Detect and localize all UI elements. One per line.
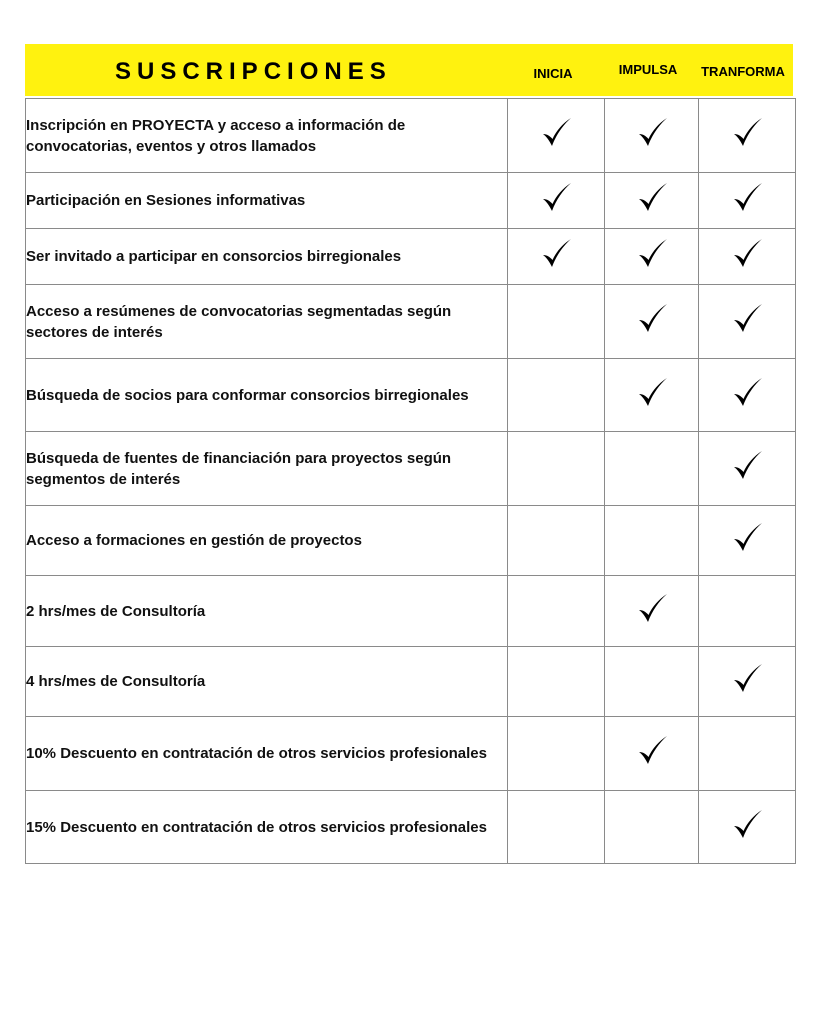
feature-row: [26, 99, 796, 173]
plan-cell-impulsa: [605, 432, 699, 506]
checkmark-icon: [730, 237, 764, 271]
feature-row: [26, 173, 796, 229]
plan-cell-tranforma: [699, 99, 796, 173]
feature-label: Participación en Sesiones informativas: [26, 173, 508, 229]
feature-row: [26, 576, 796, 647]
plan-cell-impulsa: [605, 285, 699, 359]
feature-row: [26, 791, 796, 864]
checkmark-icon: [730, 662, 764, 696]
plan-cell-impulsa: [605, 717, 699, 791]
feature-label: 4 hrs/mes de Consultoría: [26, 647, 508, 717]
checkmark-icon: [635, 592, 669, 626]
plan-cell-tranforma: [699, 432, 796, 506]
plan-cell-inicia: [508, 717, 605, 791]
plan-cell-tranforma: [699, 791, 796, 864]
plan-header-impulsa: IMPULSA: [618, 62, 678, 77]
features-table: [25, 98, 796, 864]
plan-cell-tranforma: [699, 173, 796, 229]
feature-label: Acceso a resúmenes de convocatorias segmentadas según sectores de interés: [26, 285, 508, 359]
feature-label: 10% Descuento en contratación de otros servicios profesionales: [26, 717, 508, 791]
plan-cell-inicia: [508, 506, 605, 576]
feature-label: 2 hrs/mes de Consultoría: [26, 576, 508, 647]
plan-cell-impulsa: [605, 359, 699, 432]
feature-label: Búsqueda de socios para conformar consorcios birregionales: [26, 359, 508, 432]
plan-cell-tranforma: [699, 576, 796, 647]
header-bar: [25, 44, 793, 96]
feature-label: Búsqueda de fuentes de financiación para proyectos según segmentos de interés: [26, 432, 508, 506]
checkmark-icon: [635, 116, 669, 150]
checkmark-icon: [539, 181, 573, 215]
plan-cell-tranforma: [699, 506, 796, 576]
plan-header-tranforma: TRANFORMA: [701, 64, 785, 79]
plan-cell-impulsa: [605, 229, 699, 285]
plan-cell-inicia: [508, 791, 605, 864]
checkmark-icon: [730, 302, 764, 336]
feature-row: [26, 285, 796, 359]
plan-cell-inicia: [508, 647, 605, 717]
checkmark-icon: [730, 181, 764, 215]
feature-label: Inscripción en PROYECTA y acceso a información de convocatorias, eventos y otros llamados: [26, 99, 508, 173]
checkmark-icon: [730, 116, 764, 150]
plan-cell-inicia: [508, 285, 605, 359]
feature-row: [26, 229, 796, 285]
plan-cell-impulsa: [605, 173, 699, 229]
checkmark-icon: [730, 808, 764, 842]
feature-row: [26, 506, 796, 576]
feature-row: [26, 717, 796, 791]
checkmark-icon: [635, 376, 669, 410]
checkmark-icon: [539, 237, 573, 271]
plan-cell-tranforma: [699, 647, 796, 717]
checkmark-icon: [635, 237, 669, 271]
plan-cell-impulsa: [605, 647, 699, 717]
plan-cell-inicia: [508, 432, 605, 506]
plan-cell-tranforma: [699, 229, 796, 285]
plan-cell-impulsa: [605, 99, 699, 173]
plan-cell-impulsa: [605, 791, 699, 864]
feature-label: 15% Descuento en contratación de otros servicios profesionales: [26, 791, 508, 864]
plan-cell-inicia: [508, 229, 605, 285]
checkmark-icon: [635, 302, 669, 336]
feature-row: [26, 432, 796, 506]
feature-row: [26, 647, 796, 717]
checkmark-icon: [730, 449, 764, 483]
plan-cell-tranforma: [699, 285, 796, 359]
checkmark-icon: [730, 376, 764, 410]
page-title: SUSCRIPCIONES: [115, 58, 392, 85]
plan-cell-impulsa: [605, 576, 699, 647]
checkmark-icon: [635, 734, 669, 768]
feature-label: Ser invitado a participar en consorcios birregionales: [26, 229, 508, 285]
plan-cell-tranforma: [699, 359, 796, 432]
plan-cell-tranforma: [699, 717, 796, 791]
plan-cell-inicia: [508, 173, 605, 229]
feature-label: Acceso a formaciones en gestión de proyectos: [26, 506, 508, 576]
plan-cell-inicia: [508, 576, 605, 647]
checkmark-icon: [730, 521, 764, 555]
checkmark-icon: [539, 116, 573, 150]
plan-header-inicia: INICIA: [533, 66, 573, 81]
plan-cell-impulsa: [605, 506, 699, 576]
plan-cell-inicia: [508, 359, 605, 432]
plan-cell-inicia: [508, 99, 605, 173]
checkmark-icon: [635, 181, 669, 215]
feature-row: [26, 359, 796, 432]
